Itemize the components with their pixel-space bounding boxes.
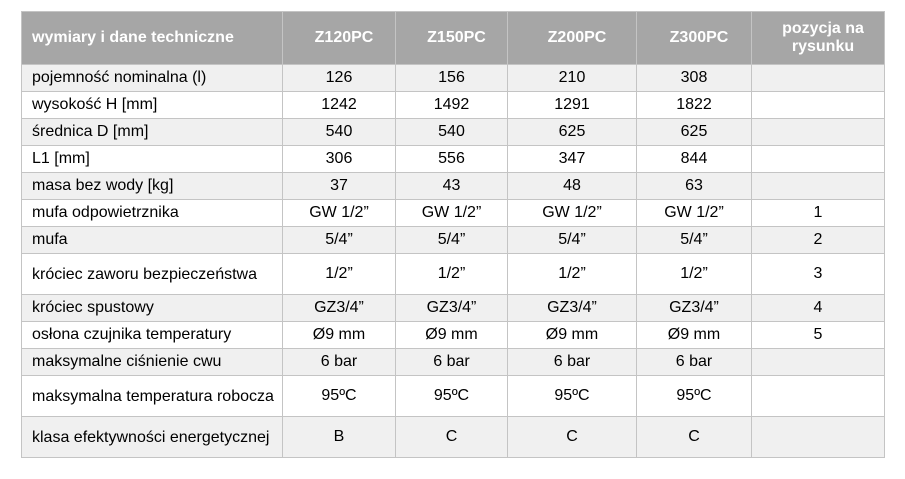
header-label: wymiary i dane techniczne	[22, 12, 283, 65]
cell-value: 1/2”	[637, 254, 752, 295]
cell-value: 6 bar	[396, 349, 508, 376]
cell-position	[752, 119, 885, 146]
table-row	[22, 227, 885, 254]
cell-value: 95ºC	[637, 376, 752, 417]
cell-value: 1242	[283, 92, 396, 119]
cell-value: C	[508, 417, 637, 458]
table-header-row	[22, 12, 885, 65]
table-row	[22, 173, 885, 200]
header-model-z300pc: Z300PC	[637, 12, 752, 65]
cell-value: Ø9 mm	[396, 322, 508, 349]
cell-value: 308	[637, 65, 752, 92]
cell-position	[752, 146, 885, 173]
cell-value: 63	[637, 173, 752, 200]
cell-position	[752, 173, 885, 200]
cell-value: 540	[396, 119, 508, 146]
table-row	[22, 322, 885, 349]
cell-value: 5/4”	[396, 227, 508, 254]
row-label: maksymalne ciśnienie cwu	[22, 349, 283, 376]
cell-value: 95ºC	[396, 376, 508, 417]
table-row	[22, 146, 885, 173]
cell-value: GW 1/2”	[283, 200, 396, 227]
cell-value: C	[637, 417, 752, 458]
cell-value: Ø9 mm	[508, 322, 637, 349]
cell-value: 6 bar	[283, 349, 396, 376]
row-label: mufa odpowietrznika	[22, 200, 283, 227]
table-row	[22, 376, 885, 417]
header-model-z200pc: Z200PC	[508, 12, 637, 65]
cell-value: GZ3/4”	[637, 295, 752, 322]
row-label: L1 [mm]	[22, 146, 283, 173]
cell-value: 95ºC	[508, 376, 637, 417]
cell-value: 5/4”	[508, 227, 637, 254]
cell-value: 5/4”	[283, 227, 396, 254]
cell-position: 5	[752, 322, 885, 349]
cell-position: 2	[752, 227, 885, 254]
table-row	[22, 417, 885, 458]
table-row	[22, 65, 885, 92]
cell-value: 1291	[508, 92, 637, 119]
cell-value: 347	[508, 146, 637, 173]
table-row	[22, 200, 885, 227]
cell-value: GZ3/4”	[508, 295, 637, 322]
technical-data-table	[21, 11, 885, 458]
cell-value: 306	[283, 146, 396, 173]
cell-value: GW 1/2”	[637, 200, 752, 227]
cell-value: GW 1/2”	[396, 200, 508, 227]
cell-value: 48	[508, 173, 637, 200]
cell-value: 1/2”	[283, 254, 396, 295]
table-row	[22, 119, 885, 146]
cell-value: 95ºC	[283, 376, 396, 417]
table-row	[22, 254, 885, 295]
cell-value: 1/2”	[508, 254, 637, 295]
cell-value: 556	[396, 146, 508, 173]
row-label: pojemność nominalna (l)	[22, 65, 283, 92]
header-model-z120pc: Z120PC	[283, 12, 396, 65]
cell-value: GW 1/2”	[508, 200, 637, 227]
cell-value: 37	[283, 173, 396, 200]
cell-value: 6 bar	[637, 349, 752, 376]
cell-value: 1/2”	[396, 254, 508, 295]
cell-value: 156	[396, 65, 508, 92]
cell-value: B	[283, 417, 396, 458]
row-label: klasa efektywności energetycznej	[22, 417, 283, 458]
row-label: maksymalna temperatura robocza	[22, 376, 283, 417]
table-row	[22, 92, 885, 119]
cell-value: 5/4”	[637, 227, 752, 254]
cell-position	[752, 65, 885, 92]
row-label: mufa	[22, 227, 283, 254]
cell-position	[752, 92, 885, 119]
cell-position	[752, 417, 885, 458]
row-label: średnica D [mm]	[22, 119, 283, 146]
table-row	[22, 349, 885, 376]
row-label: króciec zaworu bezpieczeństwa	[22, 254, 283, 295]
row-label: osłona czujnika temperatury	[22, 322, 283, 349]
cell-position	[752, 349, 885, 376]
cell-value: 126	[283, 65, 396, 92]
cell-position: 1	[752, 200, 885, 227]
cell-position	[752, 376, 885, 417]
table-row	[22, 295, 885, 322]
cell-value: GZ3/4”	[396, 295, 508, 322]
header-position: pozycja na rysunku	[752, 12, 885, 65]
cell-value: 625	[508, 119, 637, 146]
cell-value: 844	[637, 146, 752, 173]
cell-value: 540	[283, 119, 396, 146]
cell-value: 6 bar	[508, 349, 637, 376]
cell-value: 1492	[396, 92, 508, 119]
cell-value: 625	[637, 119, 752, 146]
cell-value: 43	[396, 173, 508, 200]
cell-value: C	[396, 417, 508, 458]
row-label: króciec spustowy	[22, 295, 283, 322]
cell-value: GZ3/4”	[283, 295, 396, 322]
row-label: masa bez wody [kg]	[22, 173, 283, 200]
cell-value: 210	[508, 65, 637, 92]
cell-value: Ø9 mm	[283, 322, 396, 349]
cell-position: 3	[752, 254, 885, 295]
cell-value: 1822	[637, 92, 752, 119]
row-label: wysokość H [mm]	[22, 92, 283, 119]
cell-position: 4	[752, 295, 885, 322]
cell-value: Ø9 mm	[637, 322, 752, 349]
header-model-z150pc: Z150PC	[396, 12, 508, 65]
